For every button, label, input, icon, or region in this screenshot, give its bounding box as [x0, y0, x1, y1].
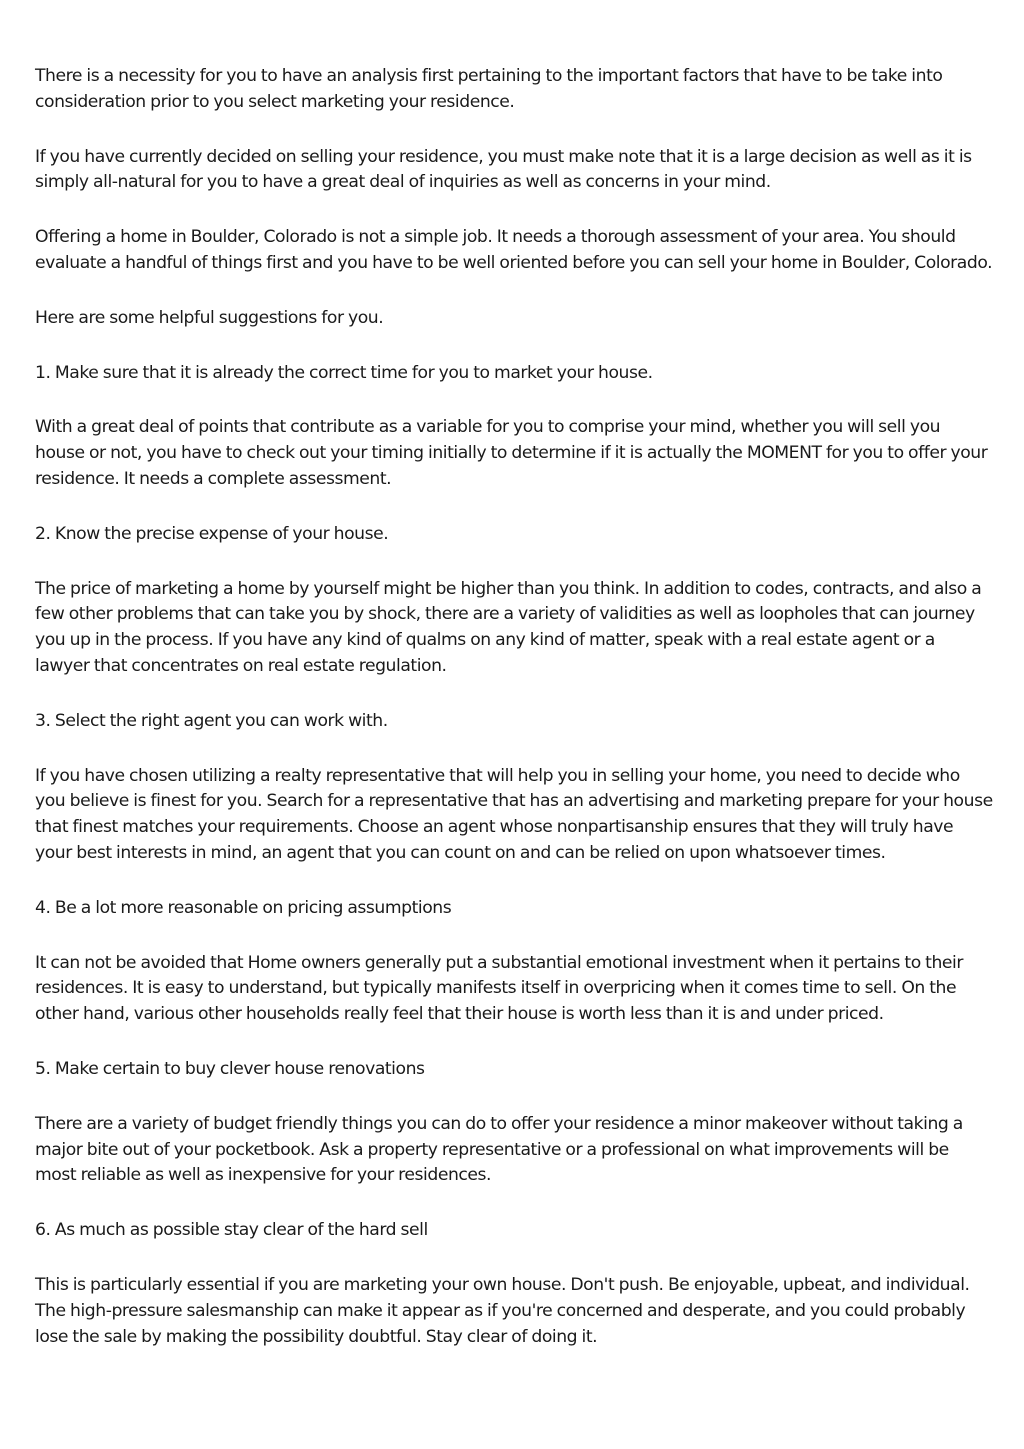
tip-heading-5: 5. Make certain to buy clever house renovations [35, 1058, 425, 1079]
tip-heading-1: 1. Make sure that it is already the correct time for you to market your house. [35, 362, 653, 383]
tip-body-1: With a great deal of points that contribute as a variable for you to comprise your mind, whether you will sell you house or not, you have to check out your timing initially to determine if it is actually the MOMENT for you to offer your residence. It needs a complete assessment. [35, 417, 988, 489]
tip-body-6: This is particularly essential if you are marketing your own house. Don't push. Be enjoyable, upbeat, and individual. The high-pressure salesmanship can make it appear as if you're concerned and desperate, and you could probably lose the sale by making the possibility doubtful. Stay clear of doing it. [35, 1274, 970, 1347]
tip-body-3: If you have chosen utilizing a realty representative that will help you in selling your home, you need to decide who you believe is finest for you. Search for a representative that has an advertising and marketing prepare for your house that finest matches your requirements. Choose an agent whose nonpartisanship ensures that they will truly have your best interests in mind, an agent that you can count on and can be relied on upon whatsoever times. [35, 765, 993, 863]
tip-body-2: The price of marketing a home by yourself might be higher than you think. In addition to codes, contracts, and also a few other problems that can take you by shock, there are a variety of validities as well as loopholes that can journey you up in the process. If you have any kind of qualms on any kind of matter, speak with a real estate agent or a lawyer that concentrates on real estate regulation. [35, 578, 982, 676]
paragraph-boulder: Offering a home in Boulder, Colorado is not a simple job. It needs a thorough assessment of your area. You should evaluate a handful of things first and you have to be well oriented before you can sell your home in Boulder, Colorado. [35, 227, 993, 273]
paragraph-suggestions-lead: Here are some helpful suggestions for you. [35, 307, 384, 328]
tip-heading-4: 4. Be a lot more reasonable on pricing assumptions [35, 897, 452, 918]
tip-body-5: There are a variety of budget friendly things you can do to offer your residence a minor makeover without taking a major bite out of your pocketbook. Ask a property representative or a professional on what improvements will be most reliable as well as inexpensive for your residences. [35, 1113, 963, 1186]
tip-body-4: It can not be avoided that Home owners generally put a substantial emotional investment when it pertains to their residences. It is easy to understand, but typically manifests itself in overpricing when it comes time to sell. On the other hand, various other households really feel that their house is worth less than it is and under priced. [35, 952, 963, 1025]
tip-heading-3: 3. Select the right agent you can work with. [35, 710, 388, 731]
paragraph-decision: If you have currently decided on selling your residence, you must make note that it is a large decision as well as it is simply all-natural for you to have a great deal of inquiries as well as concerns in your mind. [35, 146, 972, 193]
tip-heading-6: 6. As much as possible stay clear of the hard sell [35, 1220, 428, 1241]
paragraph-intro: There is a necessity for you to have an analysis first pertaining to the important factors that have to be take into consideration prior to you select marketing your residence. [35, 66, 943, 112]
tip-heading-2: 2. Know the precise expense of your house. [35, 523, 389, 544]
document-body [35, 64, 993, 1379]
